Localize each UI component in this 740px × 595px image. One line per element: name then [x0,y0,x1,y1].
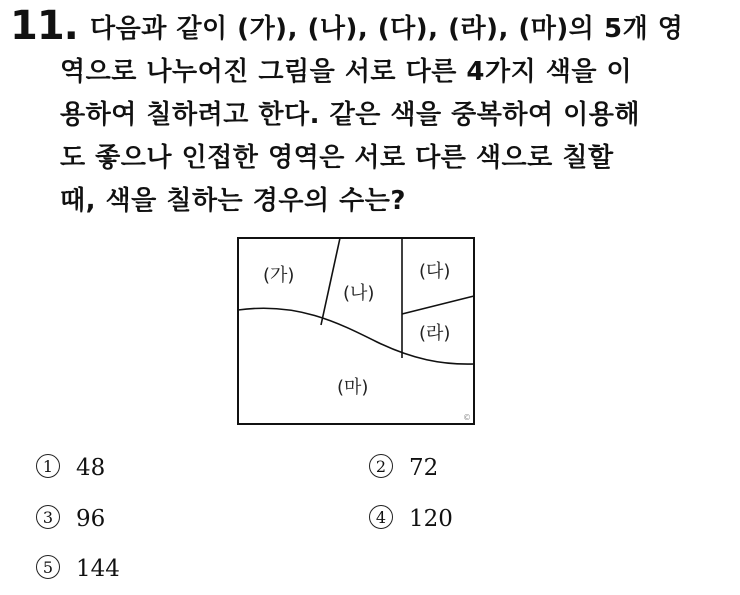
choice-5[interactable] [36,553,120,584]
choice-value-1: 48 [76,455,106,481]
choice-marker-2: 2 [369,454,393,478]
watermark-glyph: © [463,413,471,422]
region-figure [237,237,475,425]
choice-value-4: 120 [409,506,453,532]
choice-marker-1: 1 [36,454,60,478]
choice-marker-3: 3 [36,505,60,529]
question-line: 역으로 나누어진 그림을 서로 다른 4가지 색을 이 [60,57,633,87]
question-line: 다음과 같이 (가), (나), (다), (라), (마)의 5개 영 [90,14,684,44]
choice-value-2: 72 [409,455,439,481]
question-line: 용하여 칠하려고 한다. 같은 색을 중복하여 이용해 [60,100,641,130]
choice-marker-5: 5 [36,555,60,579]
choice-value-3: 96 [76,506,106,532]
question-stem [60,8,700,223]
choice-2[interactable] [369,452,438,483]
choice-value-5: 144 [76,556,120,582]
region-label-ga: (가) [263,265,295,286]
region-label-ra: (라) [419,323,451,344]
region-label-da: (다) [419,261,451,282]
region-label-ma: (마) [337,377,369,398]
choice-marker-4: 4 [369,505,393,529]
region-map [237,237,475,425]
question-line: 도 좋으나 인접한 영역은 서로 다른 색으로 칠할 [60,143,614,173]
choice-3[interactable] [36,503,105,534]
region-label-na: (나) [343,283,375,304]
choice-1[interactable] [36,452,105,483]
choice-4[interactable] [369,503,453,534]
question-number: 11. [10,3,78,49]
question-line: 때, 색을 칠하는 경우의 수는? [60,186,406,216]
